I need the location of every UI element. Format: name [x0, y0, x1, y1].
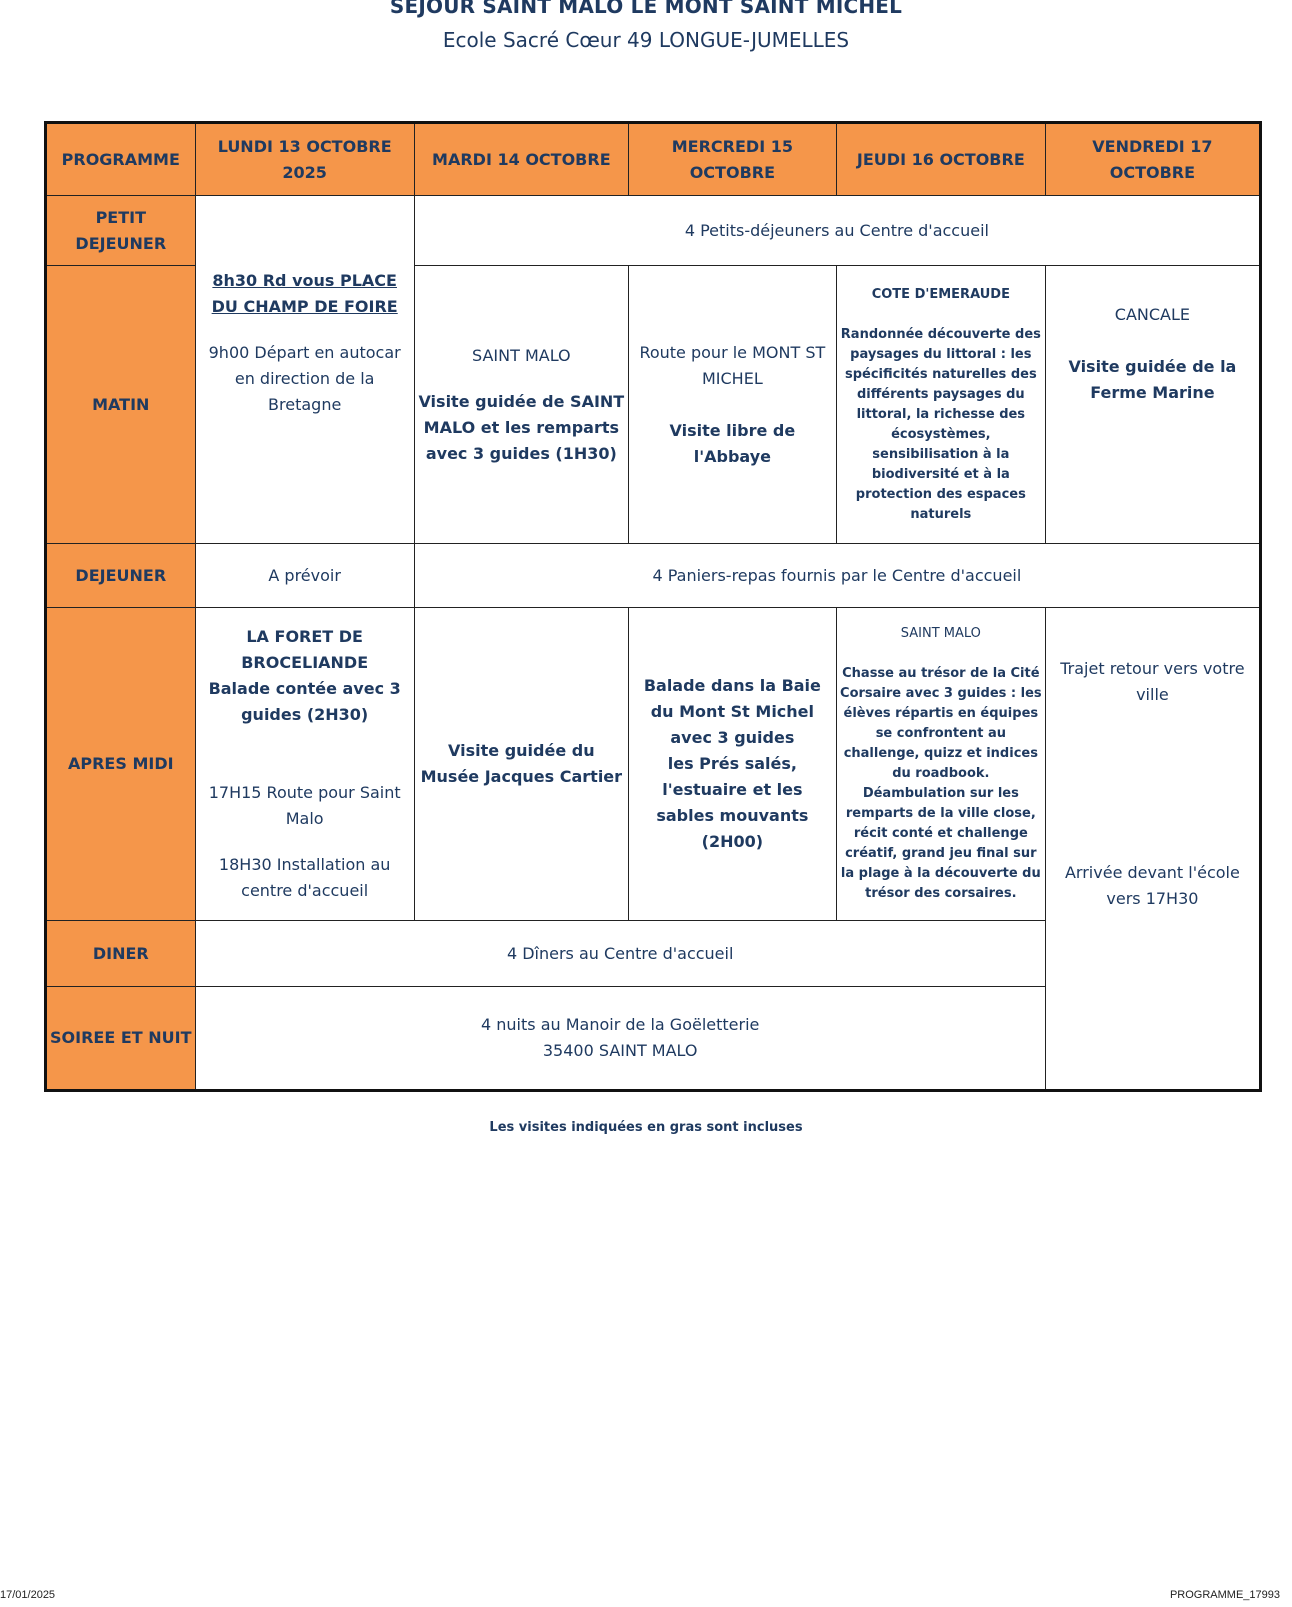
page-title: SEJOUR SAINT MALO LE MONT SAINT MICHEL — [389, 0, 903, 18]
mardi-matin-visite: Visite guidée de SAINT MALO et les remparts avec 3 guides (1H30) — [418, 391, 625, 463]
vendredi-am-trajet: Trajet retour vers votre ville — [1060, 659, 1245, 704]
lundi-am-route: 17H15 Route pour Saint Malo — [208, 783, 401, 828]
cell-petit-dejeuner-merged: 4 Petits-déjeuners au Centre d'accueil — [414, 196, 1260, 266]
cell-lundi-dejeuner: A prévoir — [195, 544, 414, 608]
column-header-jeudi: JEUDI 16 OCTOBRE — [836, 123, 1045, 196]
cell-lundi-apres-midi — [195, 608, 414, 921]
page-subtitle: Ecole Sacré Cœur 49 LONGUE-JUMELLES — [442, 28, 850, 52]
column-header-lundi: LUNDI 13 OCTOBRE 2025 — [195, 123, 414, 196]
cell-dejeuner-merged: 4 Paniers-repas fournis par le Centre d'accueil — [414, 544, 1260, 608]
row-label-soiree: SOIREE ET NUIT — [46, 987, 196, 1091]
cell-mercredi-matin — [628, 266, 836, 544]
row-label-matin: MATIN — [46, 266, 196, 544]
cell-vendredi-matin — [1045, 266, 1260, 544]
column-header-mercredi: MERCREDI 15 OCTOBRE — [628, 123, 836, 196]
row-dejeuner — [46, 544, 1261, 608]
rdv-text: 8h30 Rd vous PLACE DU CHAMP DE FOIRE — [211, 271, 398, 316]
footnote: Les visites indiquées en gras sont incluses — [489, 1120, 803, 1135]
cell-jeudi-apres-midi — [836, 608, 1045, 921]
vendredi-matin-place: CANCALE — [1114, 305, 1191, 324]
jeudi-matin-place: COTE D'EMERAUDE — [871, 286, 1010, 302]
footer-ref: PROGRAMME_17993 — [1169, 1589, 1280, 1601]
soiree-line2: 35400 SAINT MALO — [542, 1041, 698, 1060]
row-label-dejeuner: DEJEUNER — [46, 544, 196, 608]
mardi-matin-place: SAINT MALO — [472, 345, 571, 365]
lundi-am-installation: 18H30 Installation au centre d'accueil — [218, 855, 391, 900]
vendredi-am-arrivee: Arrivée devant l'école vers 17H30 — [1064, 863, 1240, 908]
lundi-am-activite: Balade contée avec 3 guides (2H30) — [208, 679, 401, 724]
soiree-line1: 4 nuits au Manoir de la Goëletterie — [481, 1015, 760, 1034]
table-header-row — [46, 123, 1261, 196]
mercredi-am-detail: les Prés salés, l'estuaire et les sables mouvants (2H00) — [656, 754, 809, 851]
mercredi-matin-visite: Visite libre de l'Abbaye — [669, 420, 796, 466]
row-label-petit-dejeuner: PETIT DEJEUNER — [46, 196, 196, 266]
row-petit-dejeuner — [46, 196, 1261, 266]
lundi-am-place: LA FORET DE BROCELIANDE — [241, 627, 369, 672]
cell-vendredi-apres-midi — [1045, 608, 1260, 1091]
row-label-apres-midi: APRES MIDI — [46, 608, 196, 921]
row-apres-midi — [46, 608, 1261, 921]
jeudi-am-place: SAINT MALO — [900, 626, 981, 641]
column-header-programme: PROGRAMME — [46, 123, 196, 196]
mercredi-am-balade: Balade dans la Baie du Mont St Michel avec 3 guides — [643, 676, 821, 747]
jeudi-matin-desc: Randonnée découverte des paysages du littoral : les spécificités naturelles des différents paysages du littoral, la richesse des écosystèmes, sensibilisation à la biodiversité et à la protection des espaces naturels — [840, 326, 1041, 522]
column-header-vendredi: VENDREDI 17 OCTOBRE — [1045, 123, 1260, 196]
cell-mardi-apres-midi — [414, 608, 628, 921]
column-header-mardi: MARDI 14 OCTOBRE — [414, 123, 628, 196]
footer-date: 17/01/2025 — [0, 1589, 56, 1601]
mardi-am-visite: Visite guidée du Musée Jacques Cartier — [420, 741, 623, 786]
depart-text: 9h00 Départ en autocar en direction de la Bretagne — [208, 343, 401, 414]
vendredi-matin-visite: Visite guidée de la Ferme Marine — [1068, 357, 1237, 402]
cell-diner-merged: 4 Dîners au Centre d'accueil — [195, 921, 1045, 987]
cell-soiree-merged — [195, 987, 1045, 1091]
cell-mardi-matin — [414, 266, 628, 544]
cell-lundi-matin — [195, 196, 414, 544]
cell-jeudi-matin — [836, 266, 1045, 544]
cell-mercredi-apres-midi — [628, 608, 836, 921]
jeudi-am-desc: Chasse au trésor de la Cité Corsaire avec 3 guides : les élèves répartis en équipes se confrontent au challenge, quizz et indices du roadbook. Déambulation sur les remparts de la ville close, récit conté et challenge créatif, grand jeu final sur la plage à la découverte du trésor des corsaires. — [840, 666, 1042, 901]
mercredi-matin-route: Route pour le MONT ST MICHEL — [639, 342, 826, 388]
programme-table — [44, 121, 1262, 1092]
row-label-diner: DINER — [46, 921, 196, 987]
